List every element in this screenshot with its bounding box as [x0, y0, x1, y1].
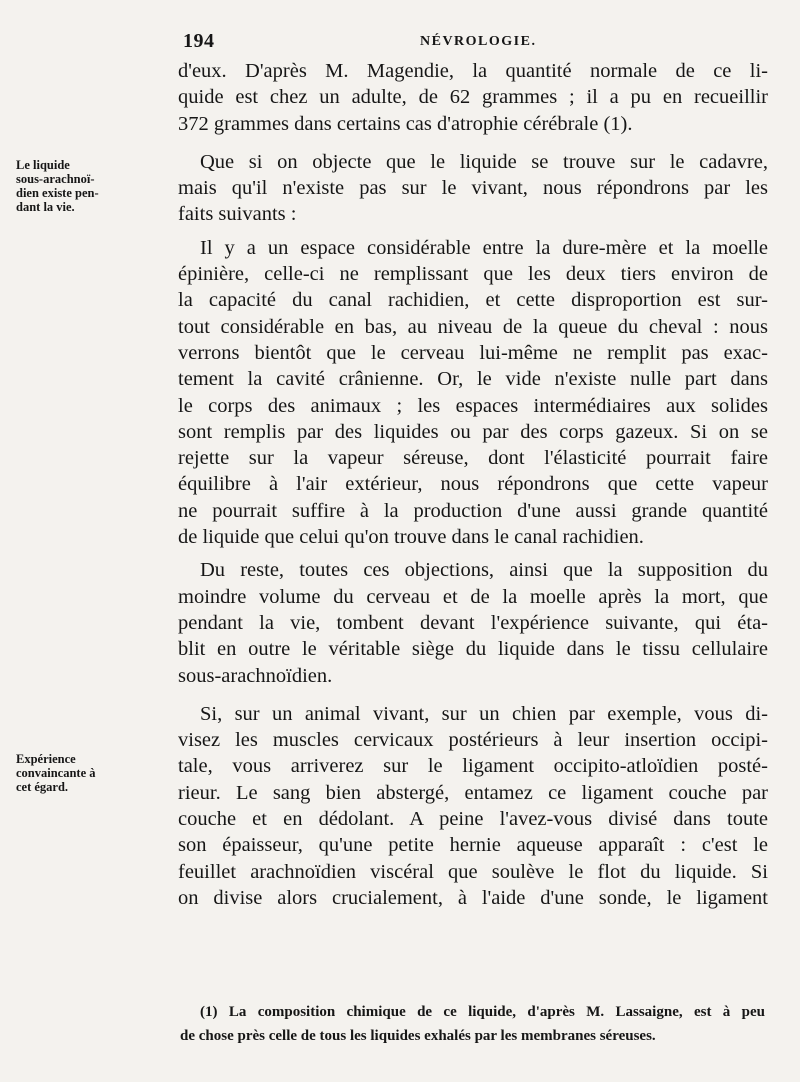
- text-line: la capacité du canal rachidien, et cette disproportion est sur-: [178, 289, 768, 312]
- margin-note-line: dant la vie.: [16, 200, 75, 214]
- margin-note-experiment: [16, 752, 176, 794]
- text-line: équilibre à l'air extérieur, nous répondrons que cette vapeur: [178, 473, 768, 496]
- paragraph: [178, 701, 768, 911]
- text-line: quide est chez un adulte, de 62 grammes ; il a pu en recueillir: [178, 86, 768, 109]
- text-line: épinière, celle-ci ne remplissant que les deux tiers environ de: [178, 263, 768, 286]
- footnote-line: de chose près celle de tous les liquides exhalés par les membranes séreuses.: [180, 1028, 656, 1044]
- footnote: [180, 1000, 765, 1048]
- margin-note-line: dien existe pen-: [16, 186, 99, 200]
- paragraph: [178, 235, 768, 551]
- text-line: son épaisseur, qu'une petite hernie aqueuse apparaît : c'est le: [178, 834, 768, 857]
- text-line: Du reste, toutes ces objections, ainsi que la supposition du: [200, 559, 768, 582]
- running-head: NÉVROLOGIE.: [420, 34, 537, 49]
- text-line: sous-arachnoïdien.: [178, 664, 333, 687]
- footnote-line: (1) La composition chimique de ce liquide, d'après M. Lassaigne, est à peu: [200, 1004, 765, 1020]
- text-line: Que si on objecte que le liquide se trouve sur le cadavre,: [200, 150, 768, 173]
- text-line: tout considérable en bas, au niveau de la queue du cheval : nous: [178, 315, 768, 338]
- text-line: Si, sur un animal vivant, sur un chien par exemple, vous di-: [200, 702, 768, 725]
- text-line: le corps des animaux ; les espaces intermédiaires aux solides: [178, 394, 768, 417]
- text-line: tement la cavité crânienne. Or, le vide n'existe nulle part dans: [178, 368, 768, 391]
- margin-note-line: sous-arachnoï-: [16, 172, 95, 186]
- text-line: d'eux. D'après M. Magendie, la quantité normale de ce li-: [178, 60, 768, 82]
- text-line: ne pourrait suffire à la production d'une aussi grande quantité: [178, 499, 768, 522]
- body-text: [178, 58, 768, 911]
- text-line: verrons bientôt que le cerveau lui-même ne remplit pas exac-: [178, 341, 768, 364]
- paragraph: [178, 149, 768, 228]
- paragraph: [178, 557, 768, 688]
- margin-note-line: Le liquide: [16, 158, 70, 172]
- margin-note-line: Expérience: [16, 752, 76, 766]
- text-line: sont remplis par des liquides ou par des corps gazeux. Si on se: [178, 420, 768, 443]
- text-line: visez les muscles cervicaux postérieurs à leur insertion occipi-: [178, 729, 768, 752]
- text-line: moindre volume du cerveau et de la moelle après la mort, que: [178, 585, 768, 608]
- text-line: tale, vous arriverez sur le ligament occipito-atloïdien posté-: [178, 755, 768, 778]
- text-line: 372 grammes dans certains cas d'atrophie cérébrale (1).: [178, 112, 633, 135]
- text-line: Il y a un espace considérable entre la dure-mère et la moelle: [200, 236, 768, 259]
- text-line: rejette sur la vapeur séreuse, dont l'élasticité pourrait faire: [178, 447, 768, 470]
- text-line: pendant la vie, tombent devant l'expérience suivante, qui éta-: [178, 611, 768, 634]
- text-line: mais qu'il n'existe pas sur le vivant, nous répondrons par les: [178, 177, 768, 200]
- text-line: feuillet arachnoïdien viscéral que soulève le flot du liquide. Si: [178, 860, 768, 883]
- margin-note-line: convaincante à: [16, 766, 96, 780]
- margin-note-living-liquid: [16, 158, 176, 214]
- text-line: de liquide que celui qu'on trouve dans le canal rachidien.: [178, 526, 644, 549]
- page-number: 194: [183, 30, 215, 52]
- text-line: on divise alors crucialement, à l'aide d'une sonde, le ligament: [178, 886, 768, 909]
- text-line: blit en outre le véritable siège du liquide dans le tissu cellulaire: [178, 638, 768, 661]
- text-line: couche et en dédolant. A peine l'avez-vous divisé dans toute: [178, 808, 768, 831]
- text-line: rieur. Le sang bien abstergé, entamez ce ligament couche par: [178, 781, 768, 804]
- margin-note-line: cet égard.: [16, 780, 69, 794]
- paragraph: [178, 58, 768, 137]
- text-line: faits suivants :: [178, 203, 297, 226]
